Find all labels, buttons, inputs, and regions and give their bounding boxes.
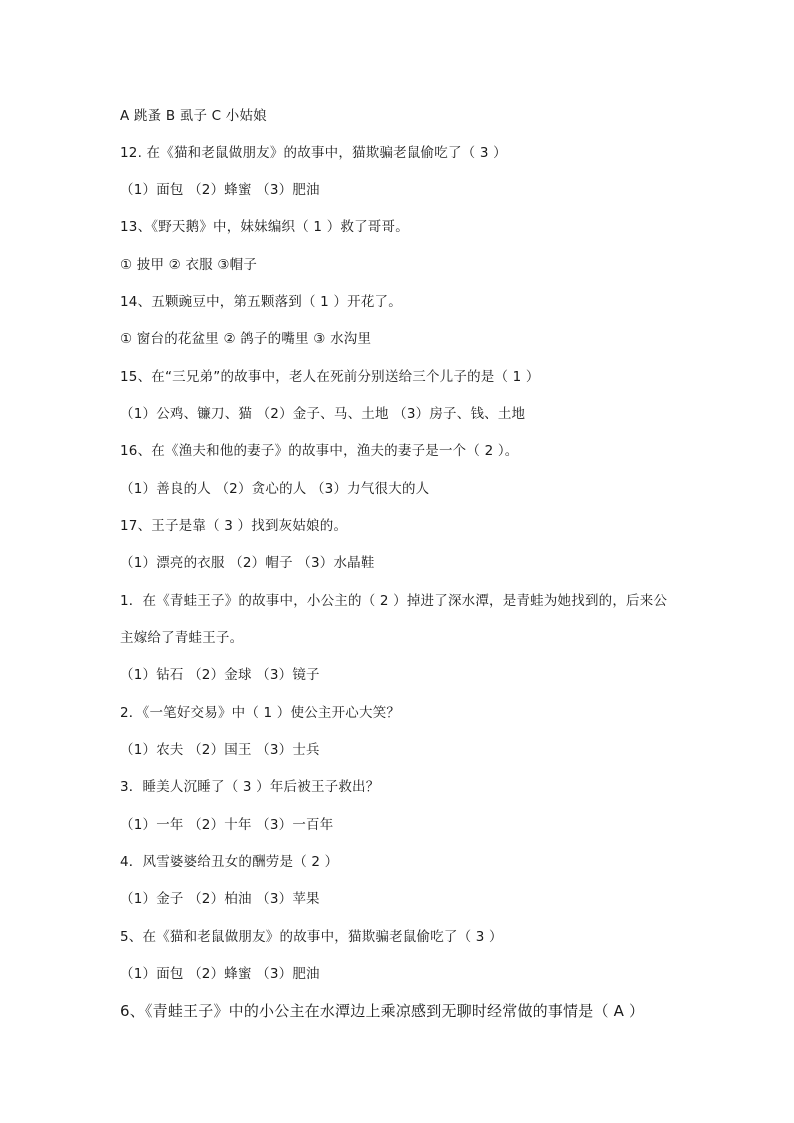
text-line-question-1: 1．在《青蛙王子》的故事中，小公主的（ 2 ）掉进了深水潭，是青蛙为她找到的，后来公 [120,593,668,609]
text-line-options-1: （1）钻石 （2）金球 （3）镜子 [120,667,320,683]
text-line-options-2: （1）农夫 （2）国王 （3）士兵 [120,742,320,758]
text-line-question-17: 17、王子是靠（ 3 ）找到灰姑娘的。 [120,518,348,534]
text-line-question-3: 3．睡美人沉睡了（ 3 ）年后被王子救出？ [120,779,380,795]
text-line-options-13: ① 披甲 ② 衣服 ③帽子 [120,257,258,273]
text-line-question-15: 15、在“三兄弟”的故事中，老人在死前分别送给三个儿子的是（ 1 ） [120,369,540,385]
text-line-question-16: 16、在《渔夫和他的妻子》的故事中，渔夫的妻子是一个（ 2 ）。 [120,443,519,459]
text-line-options-17: （1）漂亮的衣服 （2）帽子 （3）水晶鞋 [120,555,375,571]
text-line-question-14: 14、五颗豌豆中，第五颗落到（ 1 ）开花了。 [120,294,402,310]
text-line-options-11: A 跳蚤 B 虱子 C 小姑娘 [120,108,267,124]
text-line-question-1-cont: 主嫁给了青蛙王子。 [120,630,244,646]
text-line-question-13: 13、《野天鹅》中，妹妹编织（ 1 ）救了哥哥。 [120,219,409,235]
text-line-options-5: （1）面包 （2）蜂蜜 （3）肥油 [120,966,320,982]
text-line-options-12: （1）面包 （2）蜂蜜 （3）肥油 [120,182,320,198]
text-line-question-12: 12. 在《猫和老鼠做朋友》的故事中，猫欺骗老鼠偷吃了（ 3 ） [120,145,507,161]
text-line-options-14: ① 窗台的花盆里 ② 鸽子的嘴里 ③ 水沟里 [120,331,372,347]
text-line-question-5: 5、在《猫和老鼠做朋友》的故事中，猫欺骗老鼠偷吃了（ 3 ） [120,929,503,945]
text-line-question-2: 2．《一笔好交易》中（ 1 ）使公主开心大笑？ [120,705,401,721]
text-line-options-4: （1）金子 （2）柏油 （3）苹果 [120,891,320,907]
text-line-question-6: 6、《青蛙王子》中的小公主在水潭边上乘凉感到无聊时经常做的事情是（ A ） [120,1002,645,1020]
text-line-options-15: （1）公鸡、镰刀、猫 （2）金子、马、土地 （3）房子、钱、土地 [120,406,526,422]
text-line-options-3: （1）一年 （2）十年 （3）一百年 [120,817,334,833]
text-line-question-4: 4．风雪婆婆给丑女的酬劳是（ 2 ） [120,854,339,870]
text-line-options-16: （1）善良的人 （2）贪心的人 （3）力气很大的人 [120,481,430,497]
